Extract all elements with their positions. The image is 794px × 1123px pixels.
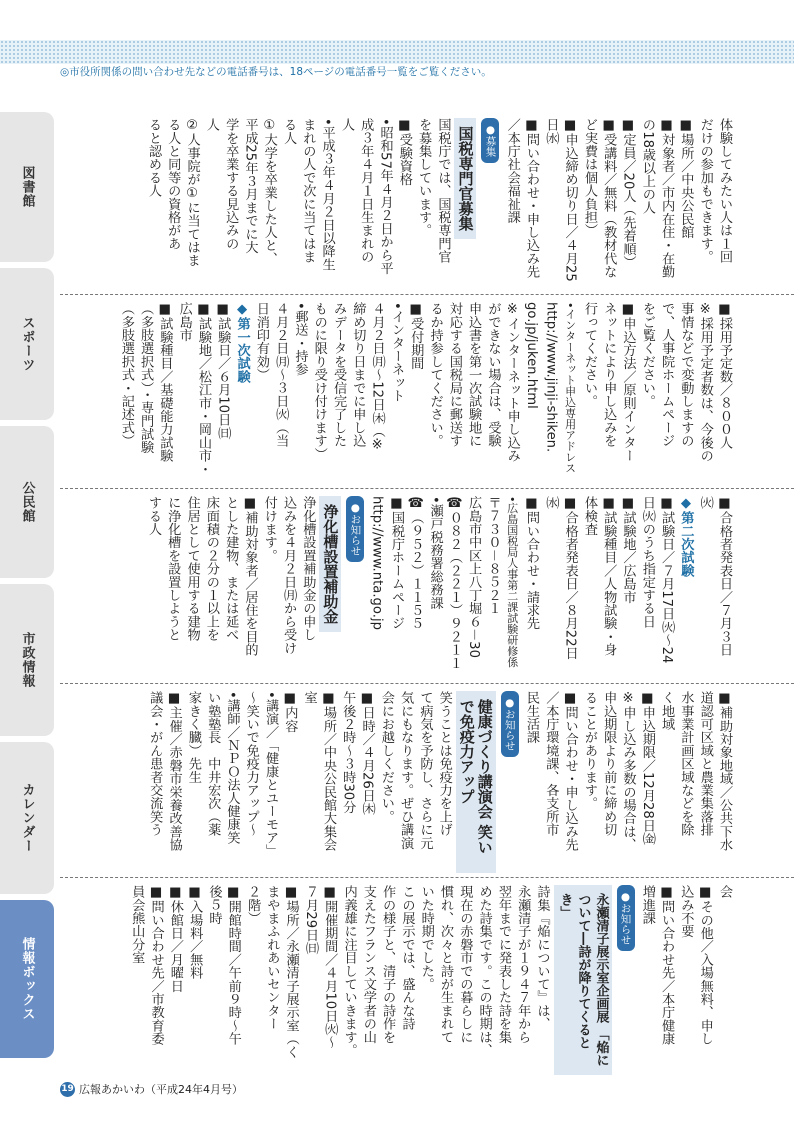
tab-label: スポーツ (19, 316, 35, 372)
text-line: （多肢選択式）・専門試験 (138, 302, 154, 454)
text-line: •瀬戸税務署総務課 (427, 496, 443, 610)
text-line: ■試験地／松江市・岡山市・ (195, 302, 211, 476)
section-title: 健康づくり講演会 笑いで免疫力アップ (456, 691, 496, 873)
text-line: ■受付期間 (408, 302, 424, 370)
text-line: 申込書を第一次試験地に (466, 302, 482, 448)
section-badge: ●お知らせ (346, 496, 364, 562)
text-line: ２階） (245, 885, 261, 925)
text-line: を募集しています。 (416, 118, 432, 237)
text-line: まやまふれあいセンター (264, 885, 280, 1031)
phone-text: ☎（９５２）１１５５ (408, 496, 424, 630)
text-line: •昭和57年４月２日から平 (377, 118, 393, 275)
text-line: ■休館日／月曜日 (167, 885, 183, 993)
text-line: ※採用予定者数は、今後の (697, 302, 713, 463)
text-line: ／本庁社会福祉課 (504, 118, 520, 224)
text-line: ■定員／20人（先着順） (620, 118, 636, 269)
text-line: 詩集『焔について』は、 (534, 885, 550, 1031)
text-line: ど実費は個人負担） (581, 118, 597, 237)
text-line: ■入場料／無料 (187, 885, 203, 980)
text-line: 現在の赤磐市での暮らしに (457, 885, 473, 1044)
text-line: ■補助対象地域／公共下水 (717, 691, 732, 852)
text-line: 広島市中区上八丁堀６－30 (466, 496, 482, 658)
text-line: ４月２日㈪～３日㈫（当 (273, 302, 289, 448)
text-line: 室 (301, 691, 317, 705)
text-line: ■場所／中央公民館大集会 (320, 691, 336, 852)
band-2 (0, 302, 734, 484)
text-line: ることがあります。 (581, 691, 597, 810)
tab-label: 公民館 (19, 481, 35, 523)
text-line: 気にもなります。ぜひ講演 (398, 691, 414, 850)
text-line: ■試験日／６月10日㈰ (215, 302, 231, 440)
text-line: •郵送・持参 (292, 302, 308, 376)
text-line: ると認める人 (145, 118, 161, 198)
text-line: に浄化槽を設置しようと (165, 496, 181, 642)
text-line: 日消印有効） (253, 302, 269, 382)
text-line: 申込期限より前に締め切 (601, 691, 617, 837)
text-line: 午後２時～３時30分 (340, 691, 356, 814)
text-line: •インターネット (388, 302, 404, 403)
text-line: ㈫ (697, 496, 713, 510)
band-3 (0, 496, 734, 678)
text-line: ■申込締め切り日／４月25 (562, 118, 578, 282)
text-line: 慣れ、次々と詩が生まれて (438, 885, 454, 1044)
text-line: 会 (717, 885, 732, 899)
text-line: ものに限り受け付けます） (311, 302, 327, 461)
text-line: ■主催／赤磐市栄養改善協 (166, 691, 182, 852)
text-line: する人 (145, 496, 161, 536)
text-line: とした建物、または延べ (223, 496, 239, 642)
text-line: ■採用予定数／８００人 (717, 302, 732, 449)
page-footer (60, 1081, 243, 1097)
text-line: 広島市 (176, 302, 192, 342)
text-line: 笑うことは免疫力を上げ (436, 691, 452, 837)
text-line: の18歳以上の人 (639, 118, 655, 214)
text-line: ■合格者発表日／７月３日 (717, 496, 732, 657)
text-line: ■国税庁ホームページ (388, 496, 404, 630)
text-line: 内義雄に注目していきます。 (341, 885, 357, 1057)
section-title: 永瀬清子展示室企画展 「焔について―詩が降りてくるとき」 (554, 885, 612, 1075)
text-line: •広島国税局人事第二課試験研修係 (505, 496, 519, 668)
text-line: ■その他／入場無料、申し (697, 885, 713, 1046)
text-line: 締め切り日までに申し込 (350, 302, 366, 448)
text-line: ■申込方法／原則インター (620, 302, 636, 463)
section-title: 国税専門官募集 (454, 118, 476, 239)
text-line: ※インターネット申し込み (504, 302, 520, 463)
text-line: る人 (281, 118, 297, 145)
text-line: 員会熊山分室 (129, 885, 145, 965)
section-title: 浄化槽設置補助金 (319, 496, 341, 632)
text-line: 国税庁では、国税専門官 (435, 118, 451, 264)
text-line: をご覧ください。 (639, 302, 655, 408)
text-line: ■開館時間／午前９時～午 (225, 885, 241, 1046)
text-line: 対応する国税局に郵送す (446, 302, 462, 448)
text-line: 浄化槽設置補助金の申し (300, 496, 316, 642)
text-line: ■受講料／無料（教材代な (601, 118, 617, 279)
text-line: ～笑いで免疫力アップ～ (243, 691, 259, 837)
text-line: ７月29日㈰ (302, 885, 318, 955)
text-line: 付けます。 (261, 496, 277, 562)
text-line: る人と同等の資格があ (165, 118, 181, 250)
text-line: ■開催期間／４月10日㈫～ (322, 885, 338, 1049)
tab-label: 図書館 (19, 166, 35, 208)
text-line: ■試験日／７月17日㈫～24 (659, 496, 675, 664)
text-line: ネットにより申し込みを (601, 302, 617, 448)
text-line: ■試験地／広島市 (620, 496, 636, 604)
text-line: ■合格者発表日／８月22日 (562, 496, 578, 660)
text-line: だけの参加もできます。 (697, 118, 713, 264)
text-line: ㈬ (543, 496, 559, 510)
band-1 (0, 118, 734, 290)
tab-label: 市政情報 (19, 632, 35, 688)
url-text: http://www.nta.go.jp (369, 496, 385, 630)
text-line: ４月２日㈪～12日㈭（※ (369, 302, 385, 453)
text-line: 水事業計画区域などを除 (678, 691, 694, 837)
text-line: ■日時／４月26日㈭ (359, 691, 375, 816)
text-line: ※申し込み多数の場合は、 (620, 691, 636, 852)
text-line: 学を卒業する見込みの (223, 118, 239, 250)
text-line: ②人事院が①に当てはま (184, 118, 200, 267)
text-line: 行ってください。 (581, 302, 597, 408)
text-line: ■問い合わせ先／市教育委 (148, 885, 164, 1046)
top-dotted-band (0, 40, 794, 64)
text-line: いた時期でした。 (418, 885, 434, 991)
text-line: ■場所／永瀬清子展示室（く (283, 885, 299, 1059)
phone-text: ☎０８２（２２１）９２１１ (446, 496, 462, 670)
text-line: ■問い合わせ先／本庁健康 (659, 885, 675, 1046)
text-line: •講演／「健康とユーモア」 (263, 691, 279, 858)
text-line: ／本庁環境課、各支所市 (543, 691, 559, 837)
text-line: （多肢選択式・記述式） (118, 302, 134, 448)
text-line: •インターネット申込専用アドレス (563, 302, 577, 474)
text-line: ■受験資格 (396, 118, 412, 186)
subheading: ◆第一次試験 (234, 302, 250, 383)
text-line: •講師／ＮＰＯ法人健康笑 (224, 691, 240, 844)
text-line: 成３年４月１日生まれの (358, 118, 374, 264)
text-line: 後５時 (206, 885, 222, 925)
text-line: ■問い合わせ・申し込み先 (524, 118, 540, 279)
text-line: ■問い合わせ・申し込み先 (562, 691, 578, 852)
text-line: ■試験種目／人物試験・身 (601, 496, 617, 657)
text-line: 会にお越しください。 (378, 691, 394, 823)
text-line: ■補助対象者／居住を目的 (242, 496, 258, 657)
text-line: •平成３年４月２日以降生 (319, 118, 335, 271)
text-line: 人 (338, 118, 354, 132)
text-line: るか持参してください。 (427, 302, 443, 448)
phone-notice: ◎市役所関係の問い合わせ先などの電話番号は、18ページの電話番号一覧をご覧ください。 (60, 66, 492, 78)
band-divider (60, 294, 794, 295)
text-line: みデータを受信完了した (331, 302, 347, 448)
text-line: 民生活課 (524, 691, 540, 744)
text-line: 体験してみたい人は１回 (717, 118, 732, 264)
band-divider (60, 877, 794, 878)
text-line: 道認可区域と農業集落排 (697, 691, 713, 837)
text-line: ■問い合わせ・請求先 (524, 496, 540, 630)
text-line: 込み不要 (678, 885, 694, 938)
text-line: 議会・がん患者交流笑う (147, 691, 163, 837)
text-line: て病気を予防し、さらに元 (417, 691, 433, 850)
text-line: ①大学を卒業した人と、 (261, 118, 277, 265)
text-line: 日㈫のうち指定する日 (639, 496, 655, 628)
band-divider (60, 488, 794, 489)
text-line: い塾塾長 中井宏次（薬 (205, 691, 221, 837)
text-line: 家きく臓）先生 (185, 691, 201, 784)
subheading: ◆第二次試験 (678, 496, 694, 577)
text-line: 増進課 (639, 885, 655, 925)
text-line: 住居として使用する建物 (184, 496, 200, 642)
text-line: 床面積の２分の１以上を (203, 496, 219, 642)
page-number: 19 (60, 1082, 75, 1097)
publication-name: 広報あかいわ（平成24年4月号） (79, 1083, 243, 1096)
text-line: で、人事院ホームページ (659, 302, 675, 448)
band-divider (60, 683, 794, 684)
text-line: ができない場合は、受験 (485, 302, 501, 448)
text-line: ■場所／中央公民館 (678, 118, 694, 239)
text-line: この展示では、盛んな詩 (399, 885, 415, 1031)
text-line: 作の様子と、清子の詩作を (380, 885, 396, 1044)
text-line: 〒７３０－８５２１ (485, 496, 501, 615)
text-line: 翌年までに発表した詩を集 (495, 885, 511, 1044)
section-badge: ●お知らせ (501, 691, 519, 757)
text-line: 事情などで変動しますの (678, 302, 694, 448)
url-text: http://www.jinji-shiken. (543, 302, 559, 453)
text-line: 込みを４月２日㈪から受け (281, 496, 297, 655)
url-text: go.jp/juken.html (524, 302, 540, 409)
band-5 (0, 885, 734, 1075)
text-line: めた詩集です。この時期は、 (476, 885, 492, 1057)
tab-label: カレンダー (19, 783, 35, 853)
text-line: 永瀬清子が１９４７年から (515, 885, 531, 1044)
text-line: 日㈬ (543, 118, 559, 145)
text-line: 支えたフランス文学者の山 (360, 885, 376, 1044)
text-line: ■対象者／市内在住・在勤 (659, 118, 675, 279)
text-line: ■申込期限／12月28日㈮ (639, 691, 655, 846)
text-line: 平成25年３月までに大 (242, 118, 258, 254)
text-line: ■内容 (282, 691, 298, 733)
text-line: 人 (203, 118, 219, 132)
tab-label: 情報ボックス (19, 937, 35, 1021)
text-line: まれの人で次に当てはま (300, 118, 316, 264)
section-badge: ●募集 (481, 118, 499, 163)
band-4 (0, 691, 734, 873)
section-badge: ●お知らせ (617, 885, 635, 951)
text-line: 体検査 (581, 496, 597, 536)
text-line: ■試験種目／基礎能力試験 (157, 302, 173, 463)
text-line: く地域 (659, 691, 675, 731)
